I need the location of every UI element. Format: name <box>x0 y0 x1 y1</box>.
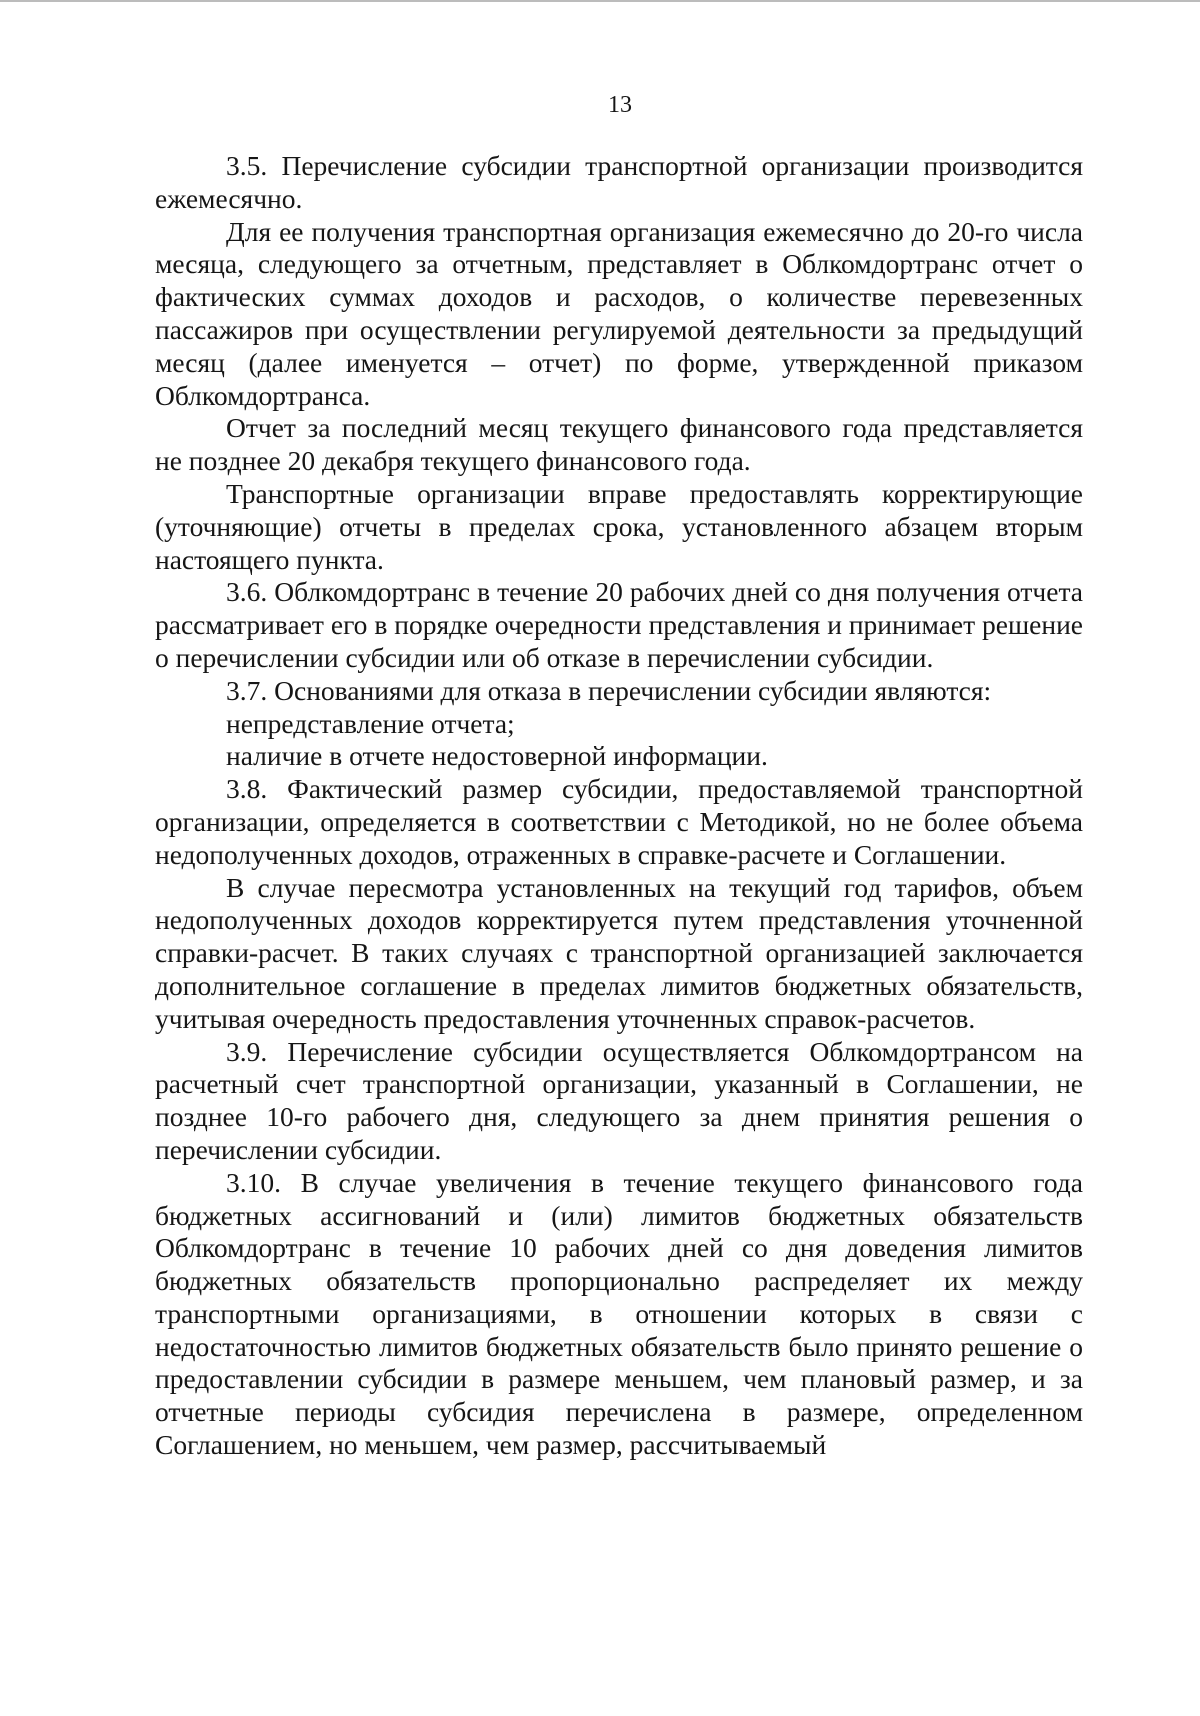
paragraph-corrective-reports: Транспортные организации вправе предоставлять корректирующие (уточняющие) отчеты в пределах срока, установленного абзацем вторым настоящего пункта. <box>155 477 1083 575</box>
paragraph-tariff-revision: В случае пересмотра установленных на текущий год тарифов, объем недополученных доходов корректируется путем представления уточненной справки-расчет. В таких случаях с транспортной организацией заключается дополнительное соглашение в пределах лимитов бюджетных обязательств, учитывая очередность предоставления уточненных справок-расчетов. <box>155 871 1083 1034</box>
paragraph-3-10: 3.10. В случае увеличения в течение текущего финансового года бюджетных ассигнований и (или) лимитов бюджетных обязательств Облкомдортранс в течение 10 рабочих дней со дня доведения лимитов бюджетных обязательств пропорционально распределяет их между транспортными организациями, в отношении которых в связи с недостаточностью лимитов бюджетных обязательств было принято решение о предоставлении субсидии в размере меньшем, чем плановый размер, и за отчетные периоды субсидия перечислена в размере, определенном Соглашением, но меньшем, чем размер, рассчитываемый <box>155 1166 1083 1461</box>
list-item-no-report: непредставление отчета; <box>226 707 515 739</box>
paragraph-3-9: 3.9. Перечисление субсидии осуществляется Облкомдортрансом на расчетный счет транспортной организации, указанный в Соглашении, не позднее 10-го рабочего дня, следующего за днем принятия решения о перечислении субсидии. <box>155 1035 1083 1165</box>
paragraph-3-5: 3.5. Перечисление субсидии транспортной организации производится ежемесячно. <box>155 150 1083 214</box>
paragraph-3-6: 3.6. Облкомдортранс в течение 20 рабочих дней со дня получения отчета рассматривает его в порядке очередности представления и принимает решение о перечислении субсидии или об отказе в перечислении субсидии. <box>155 576 1083 673</box>
paragraph-3-8: 3.8. Фактический размер субсидии, предоставляемой транспортной организации, определяется в соответствии с Методикой, но не более объема недополученных доходов, отраженных в справке-расчете и Соглашении. <box>155 773 1083 870</box>
paragraph-report-submission: Для ее получения транспортная организация ежемесячно до 20-го числа месяца, следующего за отчетным, представляет в Облкомдортранс отчет о фактических суммах доходов и расходов, о количестве перевезенных пассажиров при осуществлении регулируемой деятельности за предыдущий месяц (далее именуется – отчет) по форме, утвержденной приказом Облкомдортранса. <box>155 215 1083 411</box>
document-body <box>155 150 1083 1462</box>
paragraph-last-month-report: Отчет за последний месяц текущего финансового года представляется не позднее 20 декабря текущего финансового года. <box>155 412 1083 477</box>
page-number: 13 <box>608 92 632 118</box>
page-top-edge <box>0 0 1200 2</box>
list-item-false-info: наличие в отчете недостоверной информации. <box>226 740 768 772</box>
paragraph-3-7: 3.7. Основаниями для отказа в перечислении субсидии являются: <box>226 674 992 706</box>
